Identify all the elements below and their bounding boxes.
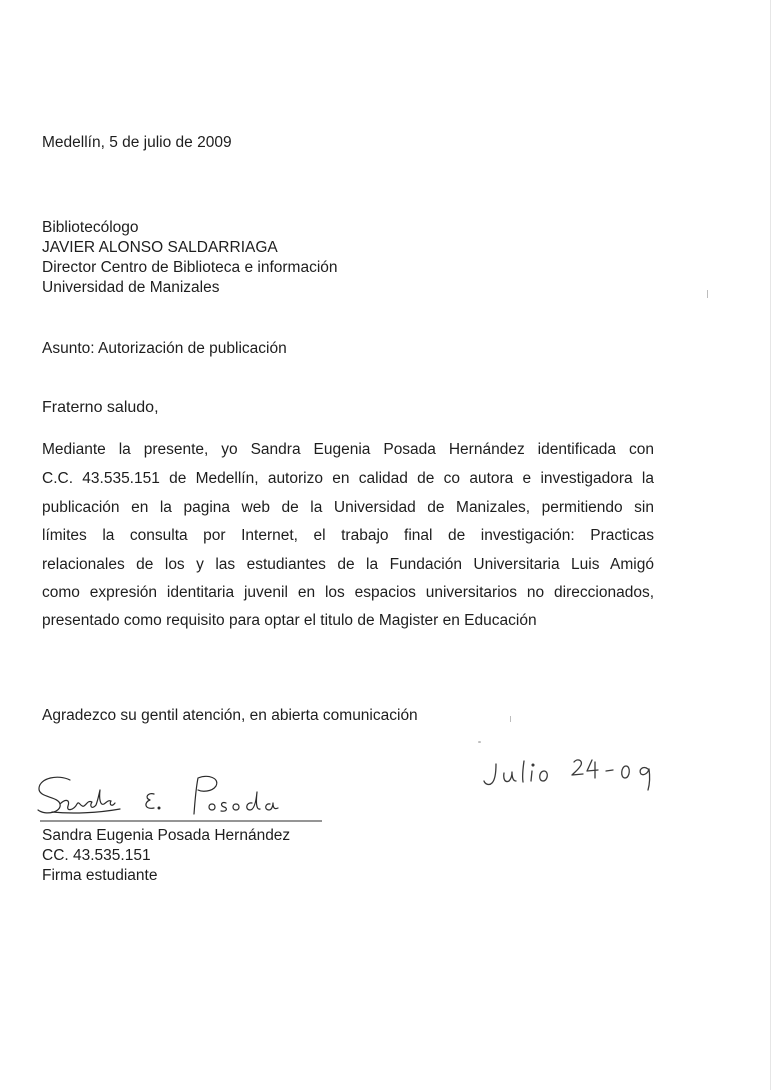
signer-name: Sandra Eugenia Posada Hernández [42, 827, 291, 844]
signer-role: Firma estudiante [42, 867, 158, 884]
subject-line: Asunto: Autorización de publicación [42, 340, 287, 357]
scan-speck [707, 290, 708, 298]
body-line: relacionales de los y las estudiantes de la Fundación Universitaria Luis Amigó [42, 556, 654, 573]
closing-line: Agradezco su gentil atención, en abierta comunicación [42, 707, 418, 724]
place-date: Medellín, 5 de julio de 2009 [42, 134, 232, 151]
body-line: presentado como requisito para optar el titulo de Magister en Educación [42, 612, 537, 629]
scan-speck [478, 741, 481, 743]
recipient-institution: Universidad de Manizales [42, 279, 220, 296]
signature [32, 770, 332, 828]
handwritten-date [482, 752, 672, 794]
page-edge [770, 0, 771, 1090]
body-line: publicación en la pagina web de la Universidad de Manizales, permitiendo sin [42, 499, 654, 516]
body-line: Mediante la presente, yo Sandra Eugenia Posada Hernández identificada con [42, 441, 654, 458]
recipient-name: JAVIER ALONSO SALDARRIAGA [42, 239, 278, 256]
recipient-position: Director Centro de Biblioteca e información [42, 259, 338, 276]
recipient-title: Bibliotecólogo [42, 219, 139, 236]
body-line: límites la consulta por Internet, el trabajo final de investigación: Practicas [42, 527, 654, 544]
signer-id: CC. 43.535.151 [42, 847, 151, 864]
body-line: como expresión identitaria juvenil en los espacios universitarios no direccionados, [42, 584, 654, 601]
body-line: C.C. 43.535.151 de Medellín, autorizo en calidad de co autora e investigadora la [42, 470, 654, 487]
salutation: Fraterno saludo, [42, 399, 159, 416]
scan-speck [510, 716, 511, 722]
